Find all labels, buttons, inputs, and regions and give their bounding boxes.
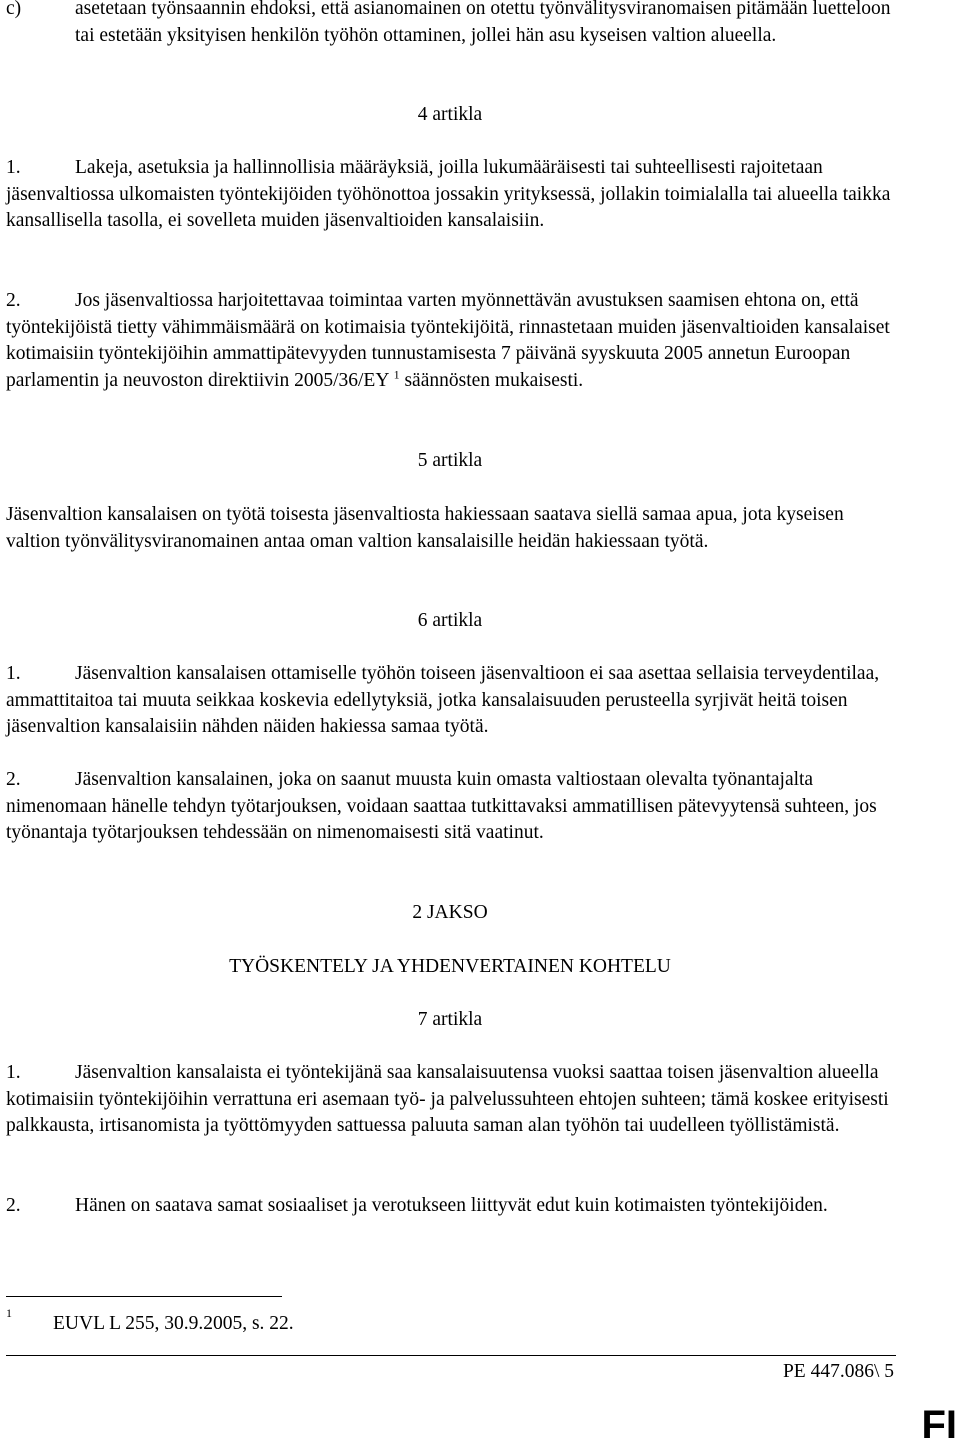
footer-rule	[6, 1355, 896, 1356]
paragraph-text: Jäsenvaltion kansalaista ei työntekijänä saa kansalaisuutensa vuoksi saattaa toisen jäsenvaltion alueella kotimaisiin työntekijöihin verrattuna eri asemaan työ- ja palvelussuhteen ehtojen suhteen; tämä koskee erityisesti palkkausta, irtisanomista ja työttömyyden sattuessa paluuta saman alan työhön tai uudelleen työllistämistä.	[6, 1062, 889, 1137]
paragraph-text: Lakeja, asetuksia ja hallinnollisia määräyksiä, joilla lukumääräisesti tai suhteellisesti rajoitetaan jäsenvaltiossa ulkomaisten työntekijöiden työhönottoa jossakin yrityksessä, jollakin toimialalla tai alueella taikka kansallisella tasolla, ei sovelleta muiden jäsenvaltioiden kansalaisiin.	[6, 157, 891, 232]
paragraph-number: 2.	[6, 769, 21, 790]
article-7-paragraph-1	[6, 1060, 896, 1140]
article-7-heading: 7 artikla	[417, 1009, 483, 1030]
paragraph-text: Hänen on saatava samat sosiaaliset ja verotukseen liittyvät edut kuin kotimaisten työntekijöiden.	[75, 1195, 828, 1216]
footnote-reference[interactable]: 1	[393, 367, 400, 382]
footnote-mark: 1	[6, 1306, 12, 1320]
item-c-text: asetetaan työnsaannin ehdoksi, että asianomainen on otettu työnvälitysviranomaisen pitämään luetteloon tai estetään yksityisen henkilön työhön ottaminen, jollei hän asu kyseisen valtion alueella.	[75, 0, 891, 46]
paragraph-text-end: säännösten mukaisesti.	[404, 369, 584, 391]
document-reference: PE 447.086\ 5	[782, 1361, 894, 1382]
paragraph-number: 1.	[6, 663, 21, 684]
paragraph-number: 1.	[6, 157, 21, 178]
footnote-text: EUVL L 255, 30.9.2005, s. 22.	[53, 1313, 294, 1334]
article-4-heading: 4 artikla	[417, 104, 483, 125]
paragraph-number: 1.	[6, 1062, 21, 1083]
paragraph-text: Jos jäsenvaltiossa harjoitettavaa toimintaa varten myönnettävän avustuksen saamisen ehtona on, että työntekijöistä tietty vähimmäismäärä on kotimaisia työntekijöitä, rinnastetaan muiden jäsenvaltioiden kansalaiset kotimaisiin työntekijöihin ammattipätevyyden tunnustamisesta 7 päivänä syyskuuta 2005 annetun Euroopan parlamentin ja neuvoston direktiivin 2005/36/EY	[6, 290, 890, 391]
section-subheading: TYÖSKENTELY JA YHDENVERTAINEN KOHTELU	[229, 956, 671, 977]
article-6-heading: 6 artikla	[417, 610, 483, 631]
paragraph-number: 2.	[6, 1195, 21, 1216]
language-code: FI	[921, 1403, 957, 1447]
article-5-heading: 5 artikla	[417, 450, 483, 471]
article-4-paragraph-1	[6, 155, 896, 235]
article-7-paragraph-2	[6, 1193, 896, 1220]
item-marker-c: c)	[6, 0, 22, 19]
paragraph-text: Jäsenvaltion kansalainen, joka on saanut muusta kuin omasta valtiostaan olevalta työnantajalta nimenomaan hänelle tehdyn työtarjouksen, voidaan saattaa tutkittavaksi ammatillisen pätevyytensä suhteen, jos työnantaja työtarjouksen tehdessään on nimenomaisesti sitä vaatinut.	[6, 769, 877, 844]
footnote-separator	[6, 1296, 282, 1297]
article-6-paragraph-1	[6, 661, 896, 741]
article-4-paragraph-2	[6, 288, 896, 394]
section-heading: 2 JAKSO	[412, 902, 488, 923]
article-6-paragraph-2	[6, 767, 896, 847]
article-5-paragraph: Jäsenvaltion kansalaisen on työtä toisesta jäsenvaltiosta hakiessaan saatava siellä samaa apua, jota kyseisen valtion työnvälitysviranomainen antaa oman valtion kansalaisille heidän hakiessaan työtä.	[6, 504, 844, 552]
paragraph-text: Jäsenvaltion kansalaisen ottamiselle työhön toiseen jäsenvaltioon ei saa asettaa sellaisia terveydentilaa, ammattitaitoa tai muuta seikkaa koskevia edellytyksiä, jotka kansalaisuuden perusteella syrjivät heitä toisen jäsenvaltion kansalaisiin nähden näiden hakiessa samaa työtä.	[6, 663, 880, 738]
paragraph-number: 2.	[6, 290, 21, 311]
